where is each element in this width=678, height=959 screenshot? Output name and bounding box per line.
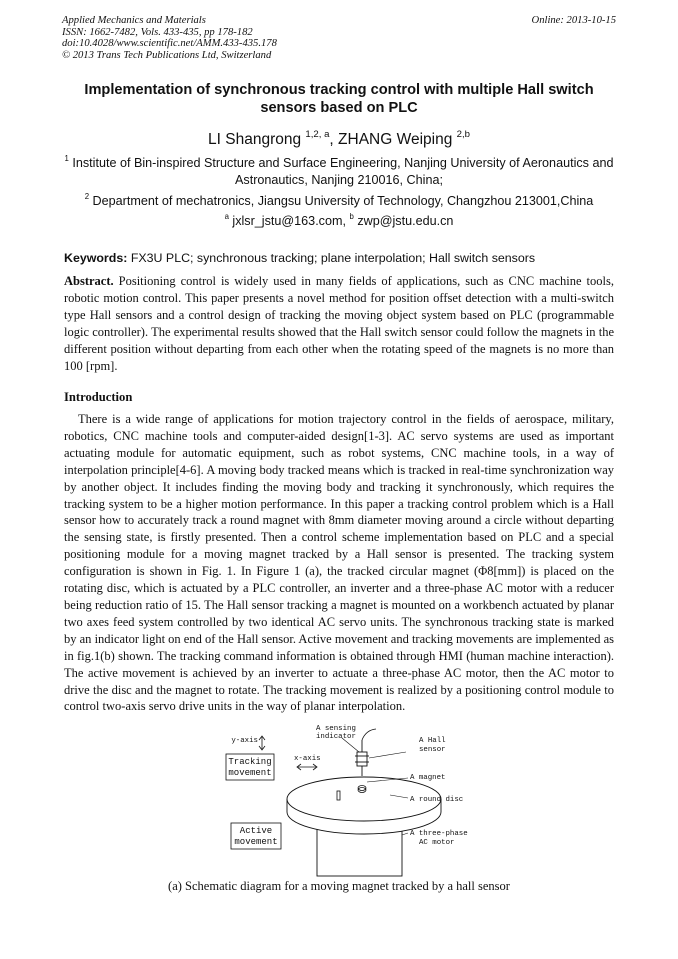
email-b[interactable]: zwp@jstu.edu.cn bbox=[357, 214, 454, 228]
journal-name: Applied Mechanics and Materials bbox=[62, 15, 206, 26]
paper-title: Implementation of synchronous tracking control with multiple Hall switch sensors based on PLC bbox=[84, 82, 594, 116]
affiliation-2 bbox=[60, 193, 618, 210]
author-1-name: LI Shangrong bbox=[208, 131, 306, 148]
online-date: Online: 2013-10-15 bbox=[531, 15, 616, 26]
affiliation-2-marker: 2 bbox=[84, 192, 90, 202]
author-separator: , bbox=[329, 131, 339, 148]
motor-label-1: A three-phase bbox=[410, 830, 468, 838]
journal-header bbox=[62, 15, 616, 61]
x-axis-label: x-axis bbox=[294, 755, 321, 763]
hall-sensor-label-1: A Hall bbox=[419, 737, 446, 745]
abstract bbox=[64, 273, 614, 374]
introduction-heading: Introduction bbox=[64, 390, 133, 404]
tracking-movement-label-1: Tracking bbox=[228, 757, 272, 767]
author-line bbox=[64, 128, 614, 149]
affiliation-1-marker: 1 bbox=[64, 154, 69, 164]
sensing-indicator-label-2: indicator bbox=[316, 733, 356, 741]
author-1-affiliation-marker: 1,2, a bbox=[305, 128, 330, 140]
author-2-affiliation-marker: 2,b bbox=[456, 128, 470, 140]
email-a-marker: a bbox=[224, 212, 229, 222]
figure-caption: (a) Schematic diagram for a moving magnet tracked by a hall sensor bbox=[168, 879, 510, 893]
keywords bbox=[64, 250, 614, 266]
hall-sensor-shape bbox=[357, 752, 367, 766]
active-movement-label-1: Active bbox=[239, 826, 273, 836]
y-axis-label: y-axis bbox=[231, 737, 258, 745]
hall-sensor-label-2: sensor bbox=[419, 746, 446, 754]
email-line bbox=[60, 213, 618, 230]
affiliation-1-text: Institute of Bin-inspired Structure and Surface Engineering, Nanjing University of Aeronautics and Astronautics, Nanjing 210016, China; bbox=[72, 156, 614, 187]
affiliation-2-text: Department of mechatronics, Jiangsu University of Technology, Changzhou 213001,China bbox=[92, 194, 594, 208]
active-movement-label-2: movement bbox=[234, 837, 278, 847]
tracking-movement-label-2: movement bbox=[228, 768, 272, 778]
author-2-name: ZHANG Weiping bbox=[338, 131, 457, 148]
keywords-text: FX3U PLC; synchronous tracking; plane interpolation; Hall switch sensors bbox=[130, 251, 536, 265]
motor-label-2: AC motor bbox=[419, 839, 455, 847]
email-b-marker: b bbox=[349, 212, 354, 222]
schematic-figure bbox=[170, 720, 510, 880]
doi-line[interactable]: doi:10.4028/www.scientific.net/AMM.433-435.178 bbox=[62, 38, 277, 50]
introduction-paragraph: There is a wide range of applications for motion trajectory control in the fields of aerospace, military, robotics, CNC machine tools and computer-aided design[1-3]. AC servo systems are used as important actuating module for automatic equipment, such as robot systems, CNC machine tools, in a way of interpolation principle[4-6]. A moving body tracked means which is tracked in real-time synchronization way by another object. It includes finding the moving body and tracking it synchronously, which requires the tracking system to be a higher motion performance. In this paper a tracking control problem which is a Hall sensor how to accurately track a round magnet with 8mm diameter moving around a circle without departing the sensing state, is firstly presented. Then a control scheme implementation based on PLC and a special positioning module for a moving magnet tracked by a Hall sensor is presented. The tracking system configuration is shown in Fig. 1. In Figure 1 (a), the tracked circular magnet (Φ8[mm]) is placed on the rotating disc, which is actuated by a PLC controller, an inverter and a three-phase AC motor with a reducer being reduction ratio of 15. The Hall sensor tracking a magnet is mounted on a workbench actuated by planar two axes feed system controlled by two identical AC servo units. The synchronous tracking state is marked by an indicator light on end of the Hall sensor. Active movement and tracking movements are implemented as in fig.1(b) shown. The tracking command information is obtained through HMI (human machine interaction). The active movement is achieved by an inverter to actuate a three-phase AC motor, then the AC motor to drive the disc and the magnet to rotate. The tracking movement is realized by a positioning control module to control two-axis servo drive units in the way of planar interpolation. bbox=[64, 412, 614, 714]
abstract-label: Abstract. bbox=[64, 274, 114, 288]
sensing-indicator-label-1: A sensing bbox=[316, 725, 356, 733]
copyright-line: © 2013 Trans Tech Publications Ltd, Switzerland bbox=[62, 49, 272, 61]
keywords-label: Keywords: bbox=[64, 251, 128, 265]
email-a[interactable]: jxlsr_jstu@163.com, bbox=[232, 214, 350, 228]
round-disc-label: A round disc bbox=[410, 796, 464, 804]
magnet-label: A magnet bbox=[410, 774, 446, 782]
issn-line: ISSN: 1662-7482, Vols. 433-435, pp 178-182 bbox=[62, 26, 253, 38]
abstract-text: Positioning control is widely used in many fields of applications, such as CNC machine tools, robotic motion control. This paper presents a novel method for position offset detection with a multi-switch type Hall sensors and a control design of tracking the moving object system based on PLC (programmable logic controller). The experimental results showed that the Hall switch sensor could follow the magnets in the different position without departing from each other when the rotating speed of the magnets is no more than 100 [rpm]. bbox=[64, 274, 614, 373]
affiliation-1 bbox=[60, 155, 618, 188]
